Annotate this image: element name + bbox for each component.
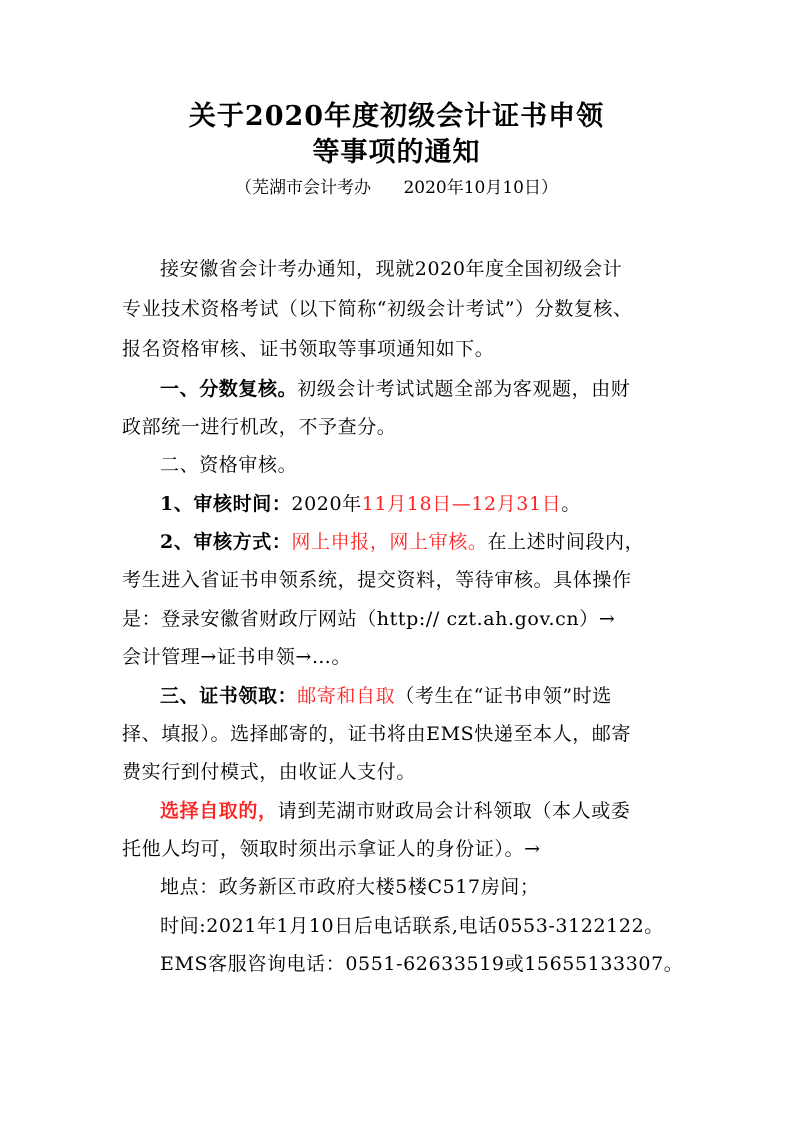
section1-text: 初级会计考试试题全部为客观题，由财 xyxy=(297,378,631,400)
section2-heading: 二、资格审核。 xyxy=(160,454,298,476)
review-method-label: 2、审核方式： xyxy=(160,531,292,553)
section3-line-1 xyxy=(160,687,682,706)
section1-line-1 xyxy=(160,380,682,399)
intro-line-3: 报名资格审核、证书领取等事项通知如下。 xyxy=(122,338,495,360)
review-time-period: 11月18日—12月31日 xyxy=(361,493,562,515)
intro-line-2: 专业技术资格考试（以下简称“初级会计考试”）分数复核、 xyxy=(122,298,633,320)
review-time-end: 。 xyxy=(561,493,581,515)
pickup-rest: 请到芜湖市财政局会计科领取（本人或委 xyxy=(277,800,631,822)
intro-line-1: 接安徽省会计考办通知，现就2020年度全国初级会计 xyxy=(160,258,623,280)
pickup-address: 地点：政务新区市政府大楼5楼C517房间； xyxy=(160,876,540,898)
review-method-value: 网上申报，网上审核。 xyxy=(291,531,488,553)
collection-method: 邮寄和自取 xyxy=(297,685,396,707)
notice-title-line-1: 关于2020年度初级会计证书申领 xyxy=(188,101,605,132)
section1-heading: 一、分数复核。 xyxy=(160,378,298,400)
review-time-label: 1、审核时间： xyxy=(160,493,292,515)
review-method-line-3: 是：登录安徽省财政厅网站（http:// czt.ah.gov.cn）→ xyxy=(122,608,616,630)
section3-line-2: 择、填报）。选择邮寄的，证书将由EMS快递至本人，邮寄 xyxy=(122,723,632,745)
notice-issuer-date: （芜湖市会计考办 2020年10月10日） xyxy=(235,178,558,198)
pickup-line-2: 托他人均可，领取时须出示拿证人的身份证）。→ xyxy=(122,838,541,860)
pickup-time: 时间:2021年1月10日后电话联系,电话0553-3122122。 xyxy=(160,915,664,937)
section3-heading: 三、证书领取： xyxy=(160,685,298,707)
review-time-line xyxy=(160,495,682,514)
section3-line-3: 费实行到付模式，由收证人支付。 xyxy=(122,761,417,783)
review-method-line-1 xyxy=(160,533,682,552)
review-method-line-4: 会计管理→证书申领→…。 xyxy=(122,646,352,668)
section1-line-2: 政部统一进行机改，不予查分。 xyxy=(122,416,397,438)
section3-rest: （考生在“证书申领”时选 xyxy=(395,685,612,707)
review-method-rest: 在上述时间段内， xyxy=(487,531,645,553)
pickup-label: 选择自取的， xyxy=(160,800,278,822)
review-time-year: 2020年 xyxy=(291,493,362,515)
pickup-line-1 xyxy=(160,802,682,821)
notice-title-line-2: 等事项的通知 xyxy=(312,137,481,168)
ems-contact: EMS客服咨询电话：0551-62633519或15655133307。 xyxy=(160,953,684,975)
review-method-line-2: 考生进入省证书申领系统，提交资料，等待审核。具体操作 xyxy=(122,569,632,591)
